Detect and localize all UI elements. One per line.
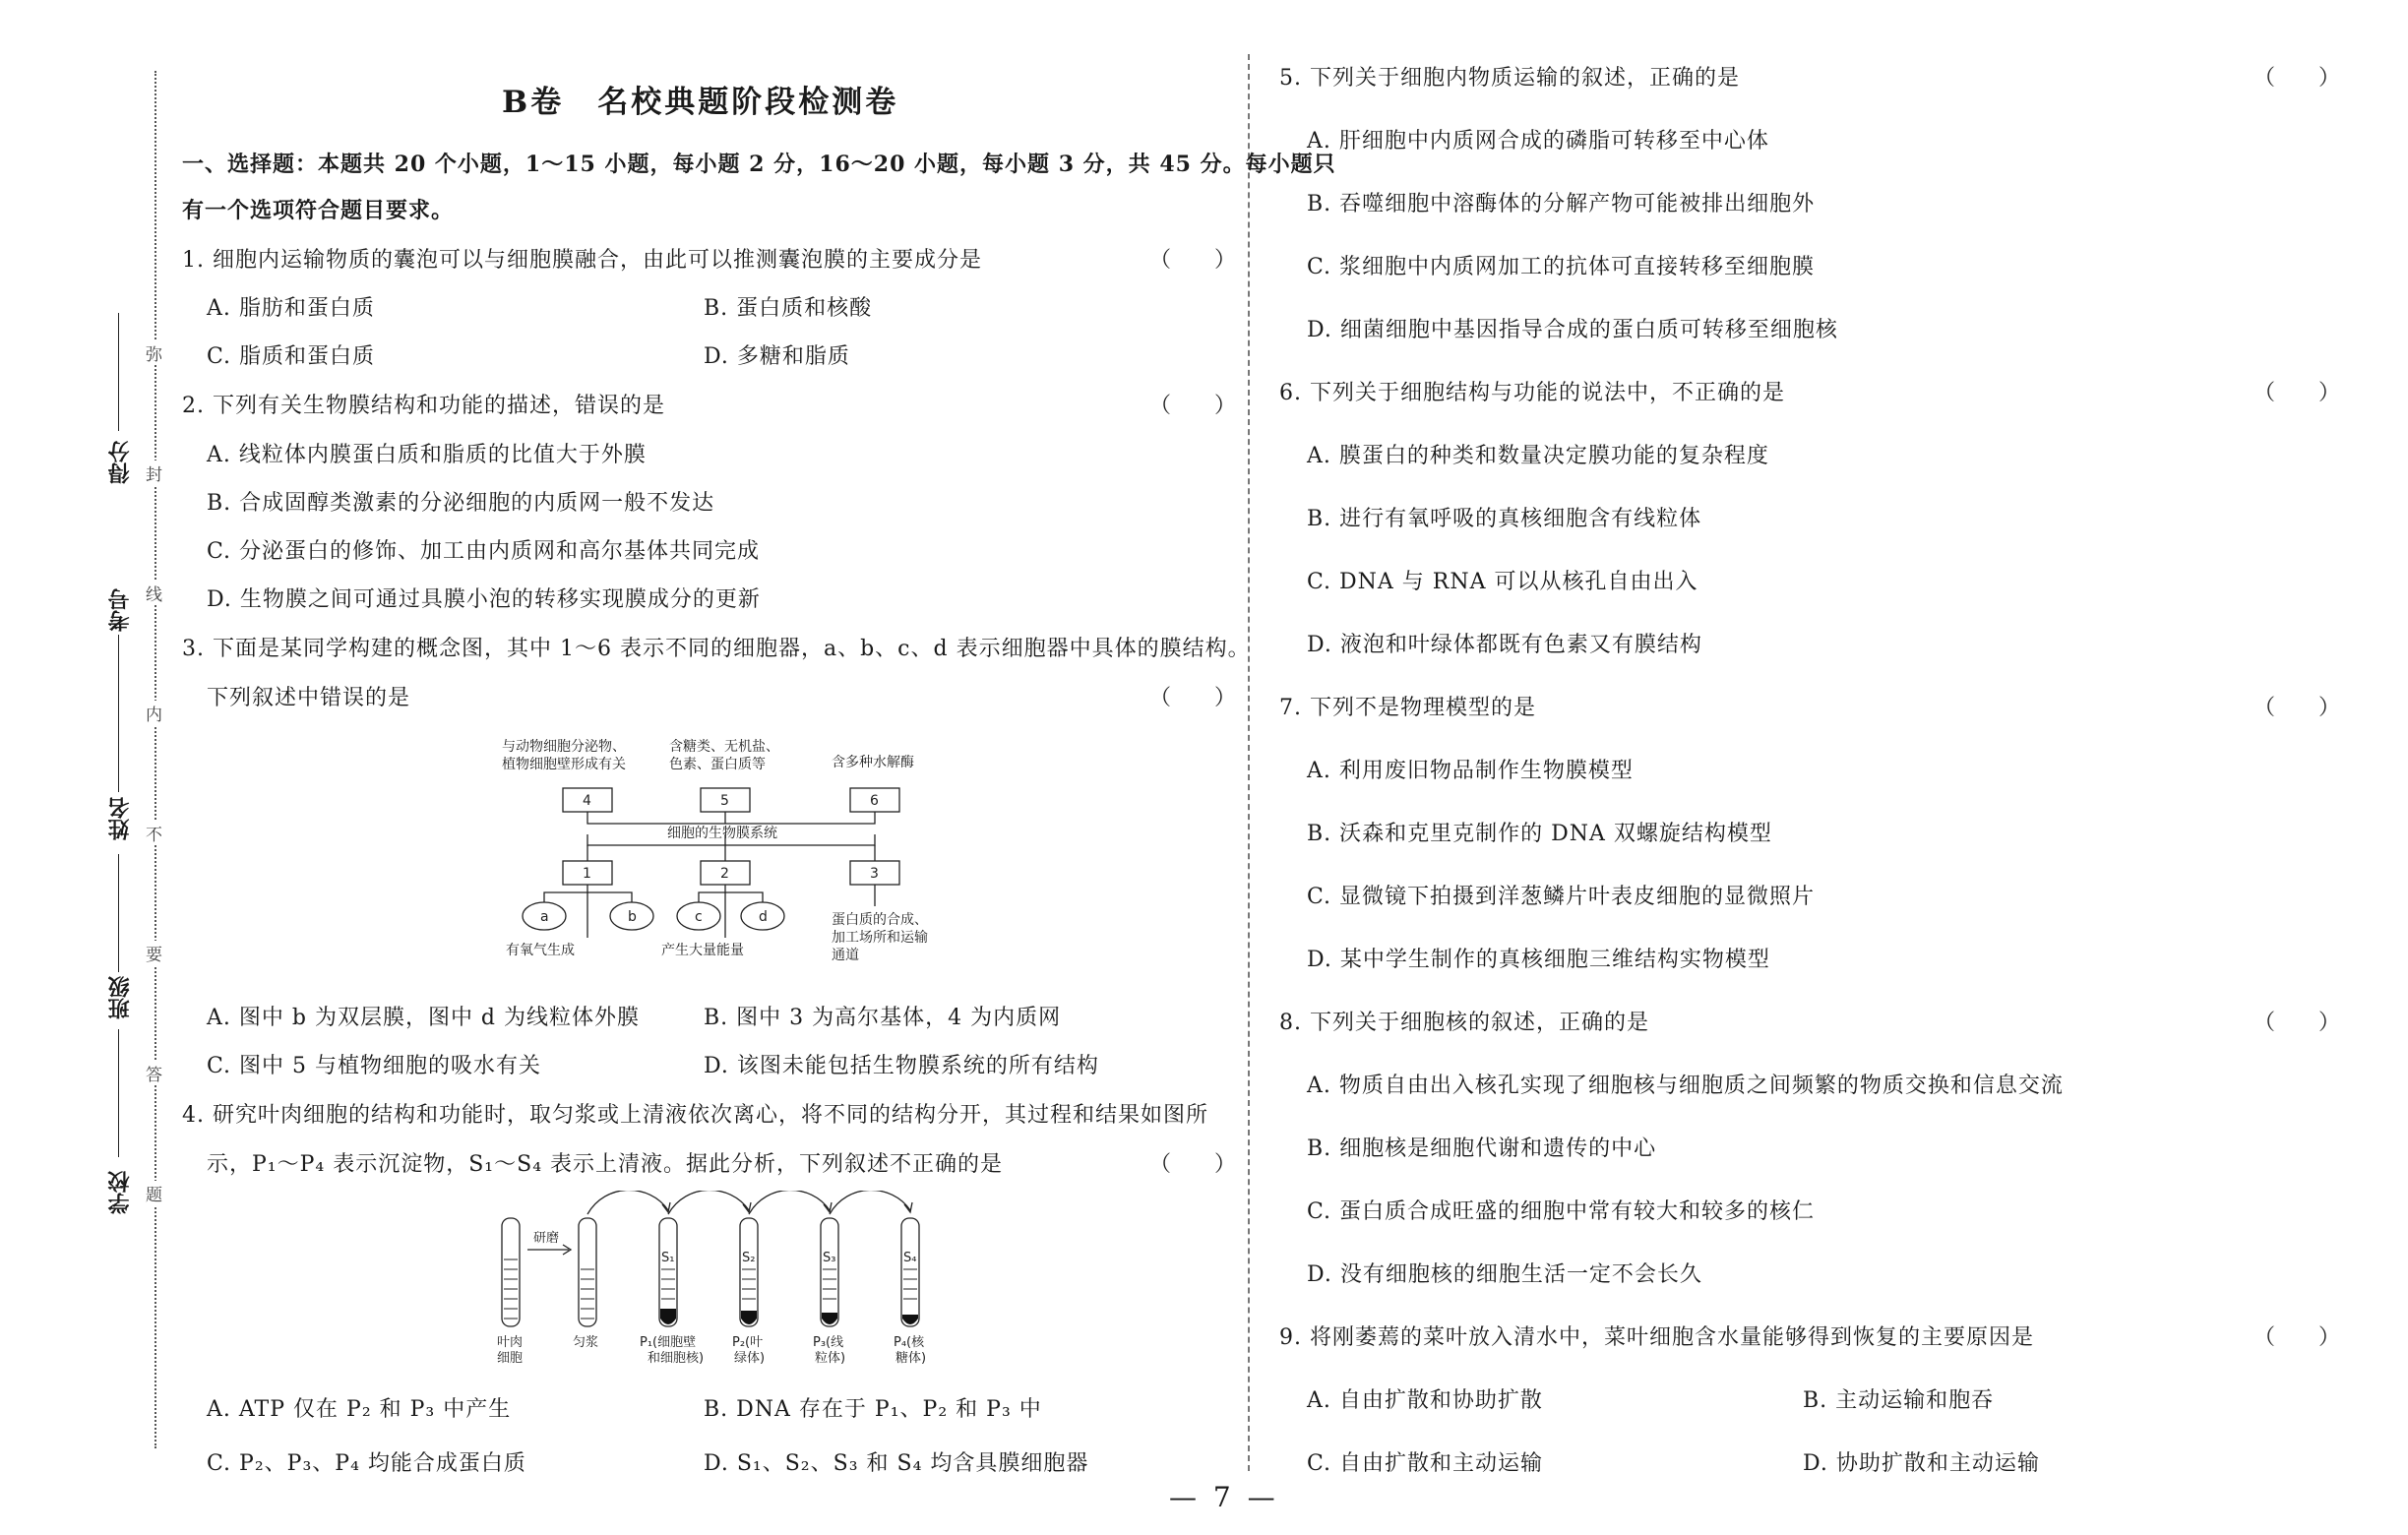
label-score: 得分 xyxy=(108,441,133,484)
seal-char: 答 xyxy=(146,1061,162,1085)
option-d: D. 细菌细胞中基因指导合成的蛋白质可转移至细胞核 xyxy=(1307,318,1838,342)
option-c: C. 图中 5 与植物细胞的吸水有关 xyxy=(207,1054,542,1078)
option-d: D. 协助扩散和主动运输 xyxy=(1803,1451,2040,1476)
tube3-label-2: 绿体) xyxy=(734,1351,766,1366)
box-6: 6 xyxy=(870,793,879,809)
option-d: D. 液泡和叶绿体都既有色素又有膜结构 xyxy=(1307,633,1702,657)
note-4-line2: 植物细胞壁形成有关 xyxy=(502,757,626,772)
bottom-note-3-line2: 加工场所和运输 xyxy=(832,930,928,946)
tube0-label-2: 细胞 xyxy=(497,1351,524,1366)
question-stem-line1: 3. 下面是某同学构建的概念图，其中 1～6 表示不同的细胞器，a、b、c、d 表示细胞器中具体的膜结构。 xyxy=(182,637,1251,661)
box-3: 3 xyxy=(870,866,879,882)
question-stem: 8. 下列关于细胞核的叙述，正确的是 xyxy=(1279,1011,1649,1035)
question-stem: 9. 将刚萎蔫的菜叶放入清水中，菜叶细胞含水量能够得到恢复的主要原因是 xyxy=(1279,1325,2034,1350)
answer-paren: （ ） xyxy=(2254,1011,2341,1035)
option-c: C. 自由扩散和主动运输 xyxy=(1307,1451,1544,1476)
bottom-note-1: 有氧气生成 xyxy=(506,943,575,958)
page-title: B卷 名校典题阶段检测卷 xyxy=(502,85,899,120)
ellipse-a: a xyxy=(540,909,549,925)
option-d: D. 多糖和脂质 xyxy=(704,344,850,369)
section-header-line2: 有一个选项符合题目要求。 xyxy=(182,198,455,223)
option-b: B. 主动运输和胞吞 xyxy=(1803,1388,1995,1413)
option-c: C. 脂质和蛋白质 xyxy=(207,344,376,369)
option-b: B. 合成固醇类激素的分泌细胞的内质网一般不发达 xyxy=(207,491,715,516)
label-exam-number: 考号 xyxy=(108,588,133,632)
ellipse-d: d xyxy=(759,909,768,925)
s3-label: S₃ xyxy=(823,1251,836,1265)
note-5-line1: 含糖类、无机盐、 xyxy=(669,739,779,755)
tube2-label-1: P₁(细胞壁 xyxy=(640,1335,697,1350)
answer-paren: （ ） xyxy=(1149,394,1237,418)
option-d: D. 生物膜之间可通过具膜小泡的转移实现膜成分的更新 xyxy=(207,587,761,612)
page-number: — 7 — xyxy=(1169,1481,1279,1513)
option-c: C. 分泌蛋白的修饰、加工由内质网和高尔基体共同完成 xyxy=(207,539,761,564)
seal-char: 要 xyxy=(146,941,162,965)
center-label: 细胞的生物膜系统 xyxy=(667,826,777,841)
option-b: B. 沃森和克里克制作的 DNA 双螺旋结构模型 xyxy=(1307,822,1772,846)
ellipse-c: c xyxy=(695,909,703,925)
box-1: 1 xyxy=(583,866,591,882)
answer-paren: （ ） xyxy=(2254,1325,2341,1350)
question-stem: 6. 下列关于细胞结构与功能的说法中，不正确的是 xyxy=(1279,381,1785,405)
bottom-note-2: 产生大量能量 xyxy=(661,943,744,958)
question-stem-line2: 下列叙述中错误的是 xyxy=(207,686,411,710)
question-stem: 1. 细胞内运输物质的囊泡可以与细胞膜融合，由此可以推测囊泡膜的主要成分是 xyxy=(182,248,982,273)
option-c: C. DNA 与 RNA 可以从核孔自由出入 xyxy=(1307,570,1698,594)
option-a: A. 物质自由出入核孔实现了细胞核与细胞质之间频繁的物质交换和信息交流 xyxy=(1307,1074,2064,1098)
option-b: B. 细胞核是细胞代谢和遗传的中心 xyxy=(1307,1136,1657,1161)
label-class: 班级 xyxy=(108,976,133,1019)
answer-paren: （ ） xyxy=(1149,686,1237,710)
option-c: C. P₂、P₃、P₄ 均能合成蛋白质 xyxy=(207,1451,526,1476)
line-score xyxy=(118,313,119,431)
option-d: D. 某中学生制作的真核细胞三维结构实物模型 xyxy=(1307,948,1770,972)
label-name: 姓名 xyxy=(108,797,133,840)
answer-paren: （ ） xyxy=(2254,696,2341,720)
line-class xyxy=(118,1029,119,1157)
tube5-label-2: 糖体) xyxy=(895,1351,927,1366)
s4-label: S₄ xyxy=(903,1251,917,1265)
question-stem-line2: 示，P₁～P₄ 表示沉淀物，S₁～S₄ 表示上清液。据此分析，下列叙述不正确的是 xyxy=(207,1152,1004,1177)
answer-paren: （ ） xyxy=(1149,248,1237,273)
bottom-note-3-line3: 通道 xyxy=(832,948,859,963)
seal-dotted-line xyxy=(154,71,156,1448)
question-stem: 2. 下列有关生物膜结构和功能的描述，错误的是 xyxy=(182,394,665,418)
line-exam-number xyxy=(118,635,119,792)
option-d: D. S₁、S₂、S₃ 和 S₄ 均含具膜细胞器 xyxy=(704,1451,1089,1476)
column-divider xyxy=(1248,54,1250,1471)
note-6: 含多种水解酶 xyxy=(832,755,914,770)
option-b: B. DNA 存在于 P₁、P₂ 和 P₃ 中 xyxy=(704,1397,1042,1422)
line-name xyxy=(118,854,119,972)
option-c: C. 显微镜下拍摄到洋葱鳞片叶表皮细胞的显微照片 xyxy=(1307,885,1816,909)
grind-label: 研磨 xyxy=(533,1231,560,1246)
s2-label: S₂ xyxy=(742,1251,756,1265)
tube4-label-2: 粒体) xyxy=(815,1351,846,1366)
ellipse-b: b xyxy=(628,909,637,925)
option-d: D. 该图未能包括生物膜系统的所有结构 xyxy=(704,1054,1099,1078)
section-header-line1: 一、选择题：本题共 20 个小题，1～15 小题，每小题 2 分，16～20 小题，每小题 3 分，共 45 分。每小题只 xyxy=(182,152,1336,177)
option-a: A. 利用废旧物品制作生物膜模型 xyxy=(1307,759,1634,783)
option-a: A. 图中 b 为双层膜，图中 d 为线粒体外膜 xyxy=(207,1006,641,1030)
centrifuge-diagram xyxy=(482,1191,955,1368)
tube0-label-1: 叶肉 xyxy=(497,1335,524,1350)
question-stem-line1: 4. 研究叶肉细胞的结构和功能时，取匀浆或上清液依次离心，将不同的结构分开，其过程和结果如图所 xyxy=(182,1103,1208,1128)
box-4: 4 xyxy=(583,793,591,809)
seal-char: 题 xyxy=(146,1181,162,1205)
tube1-label: 匀浆 xyxy=(573,1335,599,1350)
option-b: B. 蛋白质和核酸 xyxy=(704,296,873,321)
answer-paren: （ ） xyxy=(2254,381,2341,405)
seal-char: 弥 xyxy=(146,340,162,365)
tube2-label-2: 和细胞核) xyxy=(648,1351,705,1366)
option-b: B. 进行有氧呼吸的真核细胞含有线粒体 xyxy=(1307,507,1702,531)
option-a: A. 自由扩散和协助扩散 xyxy=(1307,1388,1543,1413)
seal-char: 不 xyxy=(146,821,162,845)
option-d: D. 没有细胞核的细胞生活一定不会长久 xyxy=(1307,1262,1702,1287)
answer-paren: （ ） xyxy=(1149,1152,1237,1177)
question-stem: 7. 下列不是物理模型的是 xyxy=(1279,696,1536,720)
option-a: A. 膜蛋白的种类和数量决定膜功能的复杂程度 xyxy=(1307,444,1769,468)
s1-label: S₁ xyxy=(661,1251,675,1265)
option-b: B. 吞噬细胞中溶酶体的分解产物可能被排出细胞外 xyxy=(1307,192,1816,216)
option-a: A. 脂肪和蛋白质 xyxy=(207,296,375,321)
option-a: A. 肝细胞中内质网合成的磷脂可转移至中心体 xyxy=(1307,129,1769,154)
note-4-line1: 与动物细胞分泌物、 xyxy=(502,739,626,755)
option-c: C. 蛋白质合成旺盛的细胞中常有较大和较多的核仁 xyxy=(1307,1199,1816,1224)
question-stem: 5. 下列关于细胞内物质运输的叙述，正确的是 xyxy=(1279,66,1740,91)
option-b: B. 图中 3 为高尔基体，4 为内质网 xyxy=(704,1006,1062,1030)
seal-char: 封 xyxy=(146,460,162,485)
tube4-label-1: P₃(线 xyxy=(813,1335,844,1350)
seal-char: 线 xyxy=(146,581,162,605)
concept-map-diagram xyxy=(492,733,955,979)
seal-char: 内 xyxy=(146,701,162,725)
tube3-label-1: P₂(叶 xyxy=(732,1335,764,1350)
option-c: C. 浆细胞中内质网加工的抗体可直接转移至细胞膜 xyxy=(1307,255,1816,279)
box-5: 5 xyxy=(720,793,729,809)
answer-paren: （ ） xyxy=(2254,66,2341,91)
box-2: 2 xyxy=(720,866,729,882)
option-a: A. ATP 仅在 P₂ 和 P₃ 中产生 xyxy=(207,1397,512,1422)
bottom-note-3-line1: 蛋白质的合成、 xyxy=(832,912,928,928)
tube5-label-1: P₄(核 xyxy=(894,1335,925,1350)
note-5-line2: 色素、蛋白质等 xyxy=(669,757,766,772)
option-a: A. 线粒体内膜蛋白质和脂质的比值大于外膜 xyxy=(207,443,647,467)
label-school: 学校 xyxy=(108,1171,133,1214)
